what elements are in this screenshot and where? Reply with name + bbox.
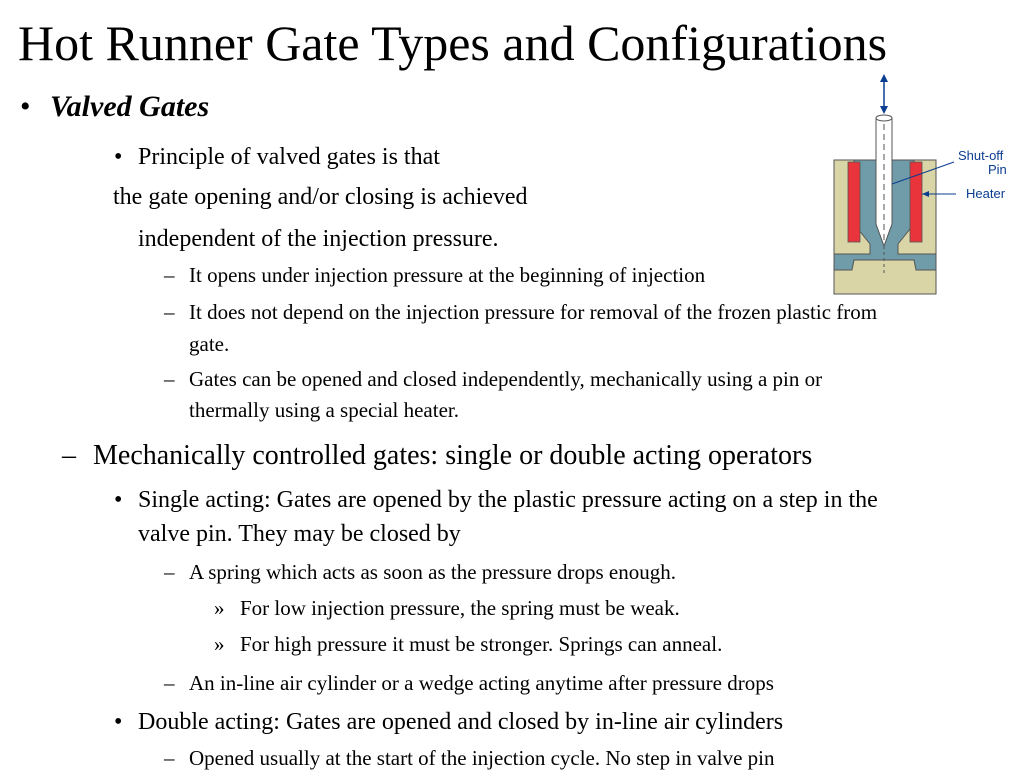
bullet-marker: •	[20, 90, 31, 123]
point-opened-closed-cont: thermally using a special heater.	[189, 398, 459, 422]
point-opens-under-pressure: It opens under injection pressure at the beginning of injection	[189, 263, 706, 287]
double-acting-point: Double acting: Gates are opened and closed by in-line air cylinders	[138, 709, 784, 735]
air-cylinder-point: An in-line air cylinder or a wedge acting anytime after pressure drops	[189, 671, 774, 695]
label-shutoff: Shut-off	[958, 148, 1004, 163]
point-opened-closed: Gates can be opened and closed independently, mechanically using a pin or	[189, 367, 823, 391]
label-pin: Pin	[988, 162, 1007, 177]
dash-marker: –	[62, 440, 76, 471]
bullet-marker: •	[114, 709, 123, 735]
dash-marker: –	[164, 671, 175, 695]
principle-line-2: the gate opening and/or closing is achieved	[113, 184, 528, 210]
principle-line-3: independent of the injection pressure.	[138, 226, 499, 252]
principle-line-1: Principle of valved gates is that	[138, 144, 440, 170]
point-frozen-plastic-cont: gate.	[189, 332, 230, 356]
valve-gate-diagram	[826, 74, 1024, 298]
dash-marker: –	[164, 367, 175, 391]
opened-point: Opened usually at the start of the injection cycle. No step in valve pin	[189, 746, 775, 770]
bullet-marker: •	[114, 487, 123, 513]
point-frozen-plastic: It does not depend on the injection pressure for removal of the frozen plastic from	[189, 300, 878, 324]
single-acting-line-2: valve pin. They may be closed by	[138, 521, 461, 547]
label-heater: Heater	[966, 186, 1006, 201]
slide-title: Hot Runner Gate Types and Configurations	[18, 15, 888, 71]
shutoff-pin	[876, 115, 892, 246]
spring-low-pressure: For low injection pressure, the spring must be weak.	[240, 596, 680, 620]
heater-left	[848, 162, 860, 242]
dash-marker: –	[164, 746, 175, 770]
single-acting-line-1: Single acting: Gates are opened by the plastic pressure acting on a step in the	[138, 487, 878, 513]
bullet-marker: •	[114, 144, 123, 170]
dash-marker: –	[164, 560, 175, 584]
raquo-marker: »	[214, 596, 225, 620]
dash-marker: –	[164, 300, 175, 324]
mechanical-heading: Mechanically controlled gates: single or double acting operators	[93, 440, 813, 471]
dash-marker: –	[164, 263, 175, 287]
raquo-marker: »	[214, 632, 225, 656]
spring-point: A spring which acts as soon as the pressure drops enough.	[189, 560, 676, 584]
arrow-up-down-icon	[880, 74, 888, 114]
section-heading-valved-gates: Valved Gates	[50, 90, 210, 123]
spring-high-pressure: For high pressure it must be stronger. Springs can anneal.	[240, 632, 723, 656]
